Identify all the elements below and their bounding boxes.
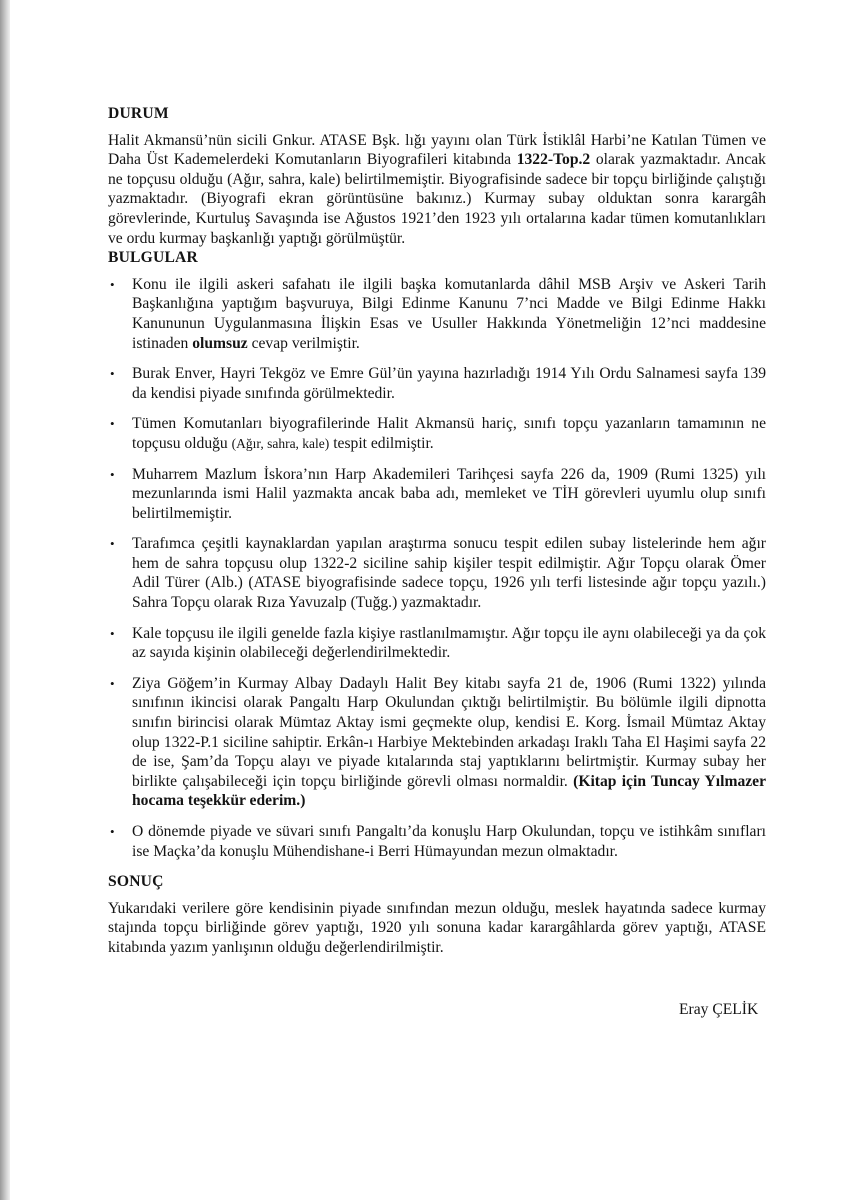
bullet-icon: •	[110, 416, 115, 432]
finding-8-text: O dönemde piyade ve süvari sınıfı Pangaltı’da konuşlu Harp Okulundan, topçu ve istihkâm sınıfları ise Maçka’da konuşlu Mühendishane-i Berri Hümayundan mezun olmaktadır.	[132, 823, 766, 860]
document-page	[10, 0, 861, 1200]
situation-paragraph	[108, 131, 766, 249]
situation-text-b: olarak yazmaktadır. Ancak ne topçusu olduğu (Ağır, sahra, kale) belirtilmemiştir. Biyografisinde sadece bir topçu birliğinde çalıştığı yazmaktadır. (Biyografi ekran görüntüsüne bakınız.) Kurmay subay olduktan sonra karargâh görevlerinde, Kurtuluş Savaşında ise Ağustos 1921’den 1923 yılı ortalarına kadar tümen komutanlıkları ve ordu kurmay başkanlığı yaptığı görülmüştür.	[108, 151, 766, 247]
findings-heading: BULGULAR	[108, 249, 198, 267]
finding-item-6	[108, 624, 766, 663]
finding-2-text: Burak Enver, Hayri Tekgöz ve Emre Gül’ün yayına hazırladığı 1914 Yılı Ordu Salnamesi sayfa 139 da kendisi piyade sınıfında görülmektedir.	[132, 365, 766, 402]
bullet-icon: •	[110, 466, 115, 482]
finding-7-bold: (Kitap için Tuncay Yılmazer hocama teşekkür ederim.)	[132, 772, 767, 810]
conclusion-heading: SONUÇ	[108, 873, 164, 891]
finding-item-2	[108, 364, 766, 403]
bullet-icon: •	[110, 536, 115, 552]
finding-1-text-a: Konu ile ilgili askeri safahatı ile ilgili başka komutanlarda dâhil MSB Arşiv ve Askeri Tarih Başkanlığına yaptığım başvuruya, Bilgi Edinme Kanunu 7’nci Madde ve Bilgi Edinme Hakkı Kanununun Uygulanmasına İlişkin Esas ve Usuller Hakkında Yönetmeliğin 12’nci maddesine istinaden	[132, 275, 766, 352]
bullet-icon: •	[110, 625, 115, 641]
finding-1-text-b: cevap verilmiştir.	[247, 334, 360, 352]
bullet-icon: •	[110, 366, 115, 382]
situation-heading: DURUM	[108, 105, 169, 122]
finding-4-text: Muharrem Mazlum İskora’nın Harp Akademileri Tarihçesi sayfa 226 da, 1909 (Rumi 1325) yılı mezunlarında ismi Halil yazmakta ancak baba adı, memleket ve TİH görevleri uyumlu olup sınıfı belirtilmemiştir.	[132, 465, 766, 522]
document-body	[108, 104, 766, 958]
finding-1-bold: olumsuz	[192, 334, 248, 352]
situation-text-a: Halit Akmansü’nün sicili Gnkur. ATASE Bşk. lığı yayını olan Türk İstiklâl Harbi’ne Katılan Tümen ve Daha Üst Kademelerdeki Komutanların Biyografileri kitabında	[108, 131, 766, 169]
finding-item-5	[108, 534, 766, 612]
finding-6-text: Kale topçusu ile ilgili genelde fazla kişiye rastlanılmamıştır. Ağır topçu ile aynı olabileceği ya da çok az sayıda kişinin olabileceği değerlendirilmektedir.	[132, 624, 766, 662]
author-signature: Eray ÇELİK	[679, 1001, 759, 1018]
finding-3-small: (Ağır, sahra, kale)	[231, 435, 330, 451]
bullet-icon: •	[110, 276, 115, 292]
situation-registry-code: 1322-Top.2	[516, 151, 591, 169]
finding-item-4	[108, 465, 766, 524]
page-left-shadow	[0, 0, 10, 1200]
findings-list	[108, 275, 766, 861]
finding-3-text-b: tespit edilmiştir.	[329, 434, 434, 452]
finding-item-3	[108, 414, 766, 453]
finding-item-1	[108, 275, 766, 353]
finding-3-text-a: Tümen Komutanları biyografilerinde Halit Akmansü hariç, sınıfı topçu yazanların tamamının ne topçusu olduğu	[132, 415, 766, 452]
finding-5-text: Tarafımca çeşitli kaynaklardan yapılan araştırma sonucu tespit edilen subay listelerinde hem ağır hem de sahra topçusu olup 1322-2 siciline sahip kişiler tespit edilmiştir. Ağır Topçu olarak Ömer Adil Türer (Alb.) (ATASE biyografisinde sadece topçu, 1926 yılı terfi listesinde ağır topçu yazılı.) Sahra Topçu olarak Rıza Yavuzalp (Tuğg.) yazmaktadır.	[132, 535, 766, 612]
bullet-icon: •	[110, 675, 115, 691]
finding-7-text-a: Ziya Göğem’in Kurmay Albay Dadaylı Halit Bey kitabı sayfa 21 de, 1906 (Rumi 1322) yılında sınıfının ikincisi olarak Pangaltı Harp Okulundan çıktığı belirtilmiştir. Bu bölümle ilgili dipnotta sınıfın birincisi olarak Mümtaz Aktay ismi geçmekte olup, kendisi E. Korg. İsmail Mümtaz Aktay olup 1322-P.1 siciline sahiptir. Erkân-ı Harbiye Mektebinden arkadaşı Iraklı Taha El Haşimi sayfa 22 de ise, Şam’da Topçu alayı ve piyade kıtalarında staj yaptıklarını belirtmiştir. Kurmay subay her birlikte çalışabileceği için topçu birliğinde görevli olması normaldir.	[132, 674, 766, 790]
finding-item-8	[108, 822, 766, 861]
bullet-icon: •	[110, 824, 115, 839]
finding-item-7	[108, 674, 766, 811]
conclusion-paragraph: Yukarıdaki verilere göre kendisinin piyade sınıfından mezun olduğu, meslek hayatında sadece kurmay stajında topçu birliğinde görev yaptığı, 1920 yılı sonuna kadar karargâhlarda görev yaptığı, ATASE kitabında yazım yanlışının olduğu değerlendirilmiştir.	[108, 899, 766, 956]
